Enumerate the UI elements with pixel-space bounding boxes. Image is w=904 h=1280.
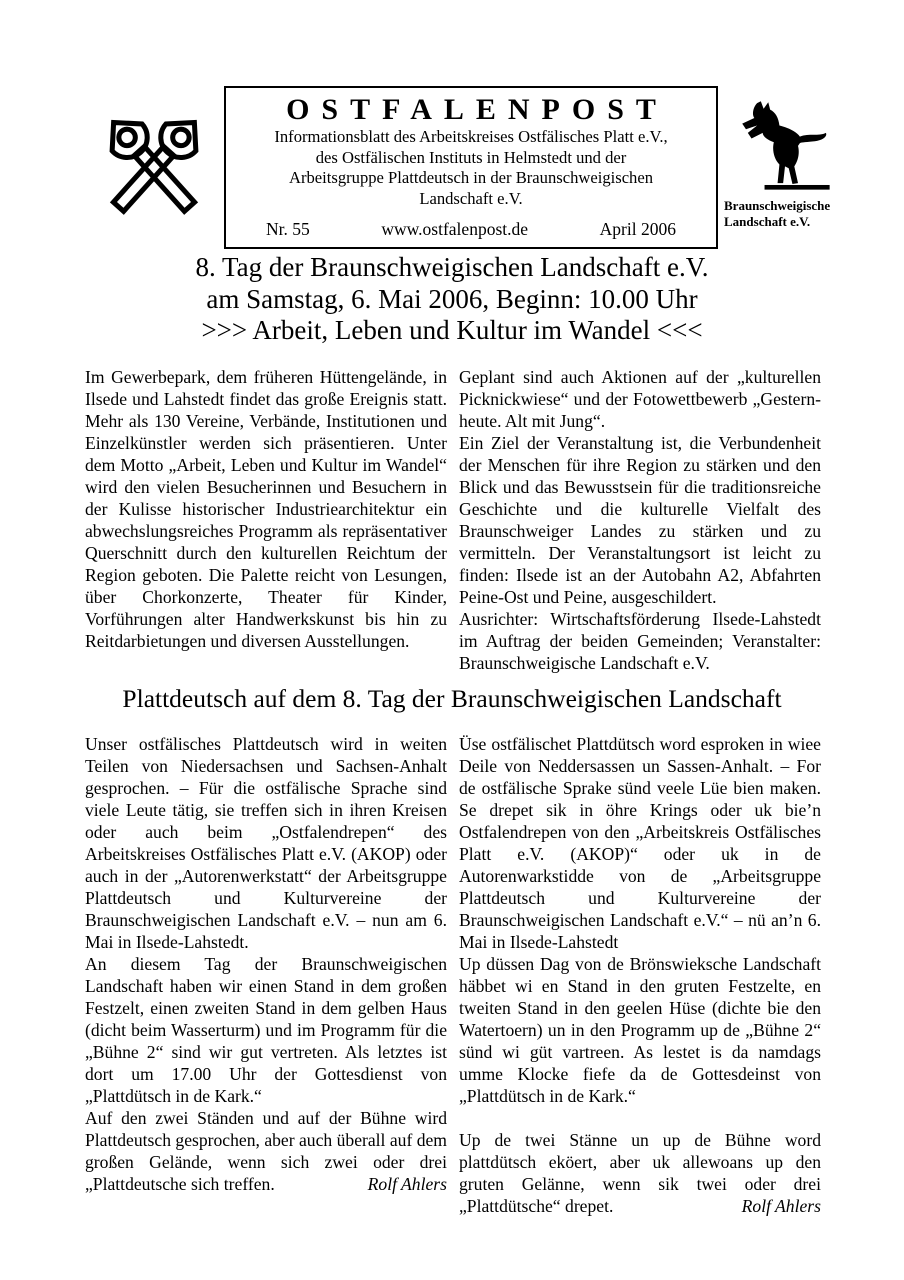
article1 — [85, 366, 821, 674]
paragraph: An diesem Tag der Braunschweigischen Landschaft haben wir einen Stand in dem großen Festzelt, einen zweiten Stand in dem gelben Haus (dicht beim Wasserturm) und im Programm für die „Bühne 2“ sind wir gut vertreten. Als letztes ist dort um 17.00 Uhr der Gottesdienst von „Plattdütsch in de Kark.“ — [85, 954, 447, 1106]
newsletter-title: OSTFALENPOST — [286, 93, 668, 126]
paragraph: Im Gewerbepark, dem früheren Hüttengelände, in Ilsede und Lahstedt findet das große Ereignis statt. Mehr als 130 Vereine, Verbände, Institutionen und Einzelkünstler werden sich präsentieren. Unter dem Motto „Arbeit, Leben und Kultur im Wandel“ wird den vielen Besucherinnen und Besuchern in der Kulisse historischer Industriearchitektur ein abwechslungsreiches Programm als repräsentativer Querschnitt durch den kulturellen Reichtum der Region geboten. Die Palette reicht von Lesungen, über Chorkonzerte, Theater für Kinder, Vorführungen alter Handwerkskunst bis hin zu Reitdarbietungen und diversen Ausstellungen. — [85, 367, 447, 651]
author-byline: Rolf Ahlers — [741, 1196, 821, 1216]
headline-line-2: am Samstag, 6. Mai 2006, Beginn: 10.00 Uhr — [206, 283, 698, 314]
author-byline: Rolf Ahlers — [367, 1174, 447, 1194]
article2-left-column — [85, 733, 447, 1217]
issue-date: April 2006 — [599, 219, 676, 239]
headline-line-3: >>> Arbeit, Leben und Kultur im Wandel <<< — [201, 315, 703, 345]
paragraph: Up düssen Dag von de Brönswieksche Landschaft häbbet wi en Stand in den gruten Festzelte, en tweiten Stand in den geelen Hüse (dichte bie den Watertoern) un in den Programm up de „Bühne 2“ sünd wi güt vartreen. As lestet is da namdags umme Klocke fiefe da de Gottesdeinst von „Plattdütsch in de Kark.“ — [459, 954, 821, 1106]
masthead-meta-row — [226, 219, 716, 240]
logo-caption-line: Landschaft e.V. — [724, 214, 811, 229]
crossed-signal-paddles-icon — [90, 95, 218, 225]
article1-right-column — [459, 366, 821, 674]
organisation-logo — [722, 92, 848, 230]
event-headline — [0, 252, 904, 347]
article2-heading: Plattdeutsch auf dem 8. Tag der Braunschweigischen Landschaft — [122, 684, 782, 713]
paragraph: Üse ostfälischet Plattdütsch word esproken in wiee Deile von Neddersassen un Sassen-Anhalt. – For de ostfälische Sprake sünd veele Lüe bien maken. Se drepet sik in öhre Krings oder uk bie’n Ostfalendrepen von den „Arbeitskreis Ostfälisches Platt e.V. (AKOP)“ oder uk in de Autorenwarkstidde von de „Arbeitsgruppe Plattdeutsch und Kulturvereine der Braunschweigischen Landschaft e.V.“ – nü an’n 6. Mai in Ilsede-Lahstedt — [459, 734, 821, 952]
masthead-subtitle-line: Informationsblatt des Arbeitskreises Ostfälisches Platt e.V., — [274, 127, 668, 146]
issue-number: Nr. 55 — [266, 219, 310, 239]
website-text: www.ostfalenpost.de — [381, 219, 529, 239]
article2 — [85, 733, 821, 1217]
paragraph — [459, 1129, 821, 1217]
rearing-horse-icon — [729, 92, 841, 198]
headline-line-1: 8. Tag der Braunschweigischen Landschaft e.V. — [195, 252, 709, 282]
paragraph-text: Up de twei Stänne un up de Bühne word plattdütsch eköert, aber uk allewoans up den gruten Gelänne, wenn sik twei oder drei „Plattdütsche“ drepet. — [459, 1130, 821, 1216]
paragraph-text: Auf den zwei Ständen und auf der Bühne wird Plattdeutsch gesprochen, aber auch überall auf dem großen Gelände, wenn sich zwei oder drei „Plattdeutsche sich treffen. — [85, 1108, 447, 1194]
logo-caption-line: Braunschweigische — [724, 198, 831, 213]
paragraph: Unser ostfälisches Plattdeutsch wird in weiten Teilen von Niedersachsen und Sachsen-Anhalt gesprochen. – Für die ostfälische Sprache sind viele Leute tätig, sie treffen sich in ihren Kreisen oder auch beim „Ostfalendrepen“ des Arbeitskreises Ostfälisches Platt e.V. (AKOP) oder auch in der „Autorenwerkstatt“ der Arbeitsgruppe Plattdeutsch und Kulturvereine der Braunschweigischen Landschaft e.V. – nun am 6. Mai in Ilsede-Lahstedt. — [85, 734, 447, 952]
paragraph: Ausrichter: Wirtschaftsförderung Ilsede-Lahstedt im Auftrag der beiden Gemeinden; Veranstalter: Braunschweigische Landschaft e.V. — [459, 609, 821, 673]
masthead-box — [224, 86, 718, 249]
paragraph: Geplant sind auch Aktionen auf der „kulturellen Picknickwiese“ und der Fotowettbewerb „Gestern-heute. Alt mit Jung“. — [459, 367, 821, 431]
masthead-subtitle-line: Landschaft e.V. — [419, 188, 523, 208]
paragraph — [85, 1107, 447, 1195]
paragraph: Ein Ziel der Veranstaltung ist, die Verbundenheit der Menschen für ihre Region zu stärken und den Blick und das Bewusstsein für die traditionsreiche Geschichte und die kulturelle Vielfalt des Braunschweiger Landes zu stärken und zu vermitteln. Der Veranstaltungsort ist leicht zu finden: Ilsede ist an der Autobahn A2, Abfahrten Peine-Ost und Peine, ausgeschildert. — [459, 433, 821, 607]
masthead-subtitle-line: Arbeitsgruppe Plattdeutsch in der Braunschweigischen — [288, 168, 654, 187]
article1-left-column — [85, 366, 447, 674]
masthead-subtitle-line: des Ostfälischen Instituts in Helmstedt und der — [315, 147, 627, 167]
article2-right-column — [459, 733, 821, 1217]
